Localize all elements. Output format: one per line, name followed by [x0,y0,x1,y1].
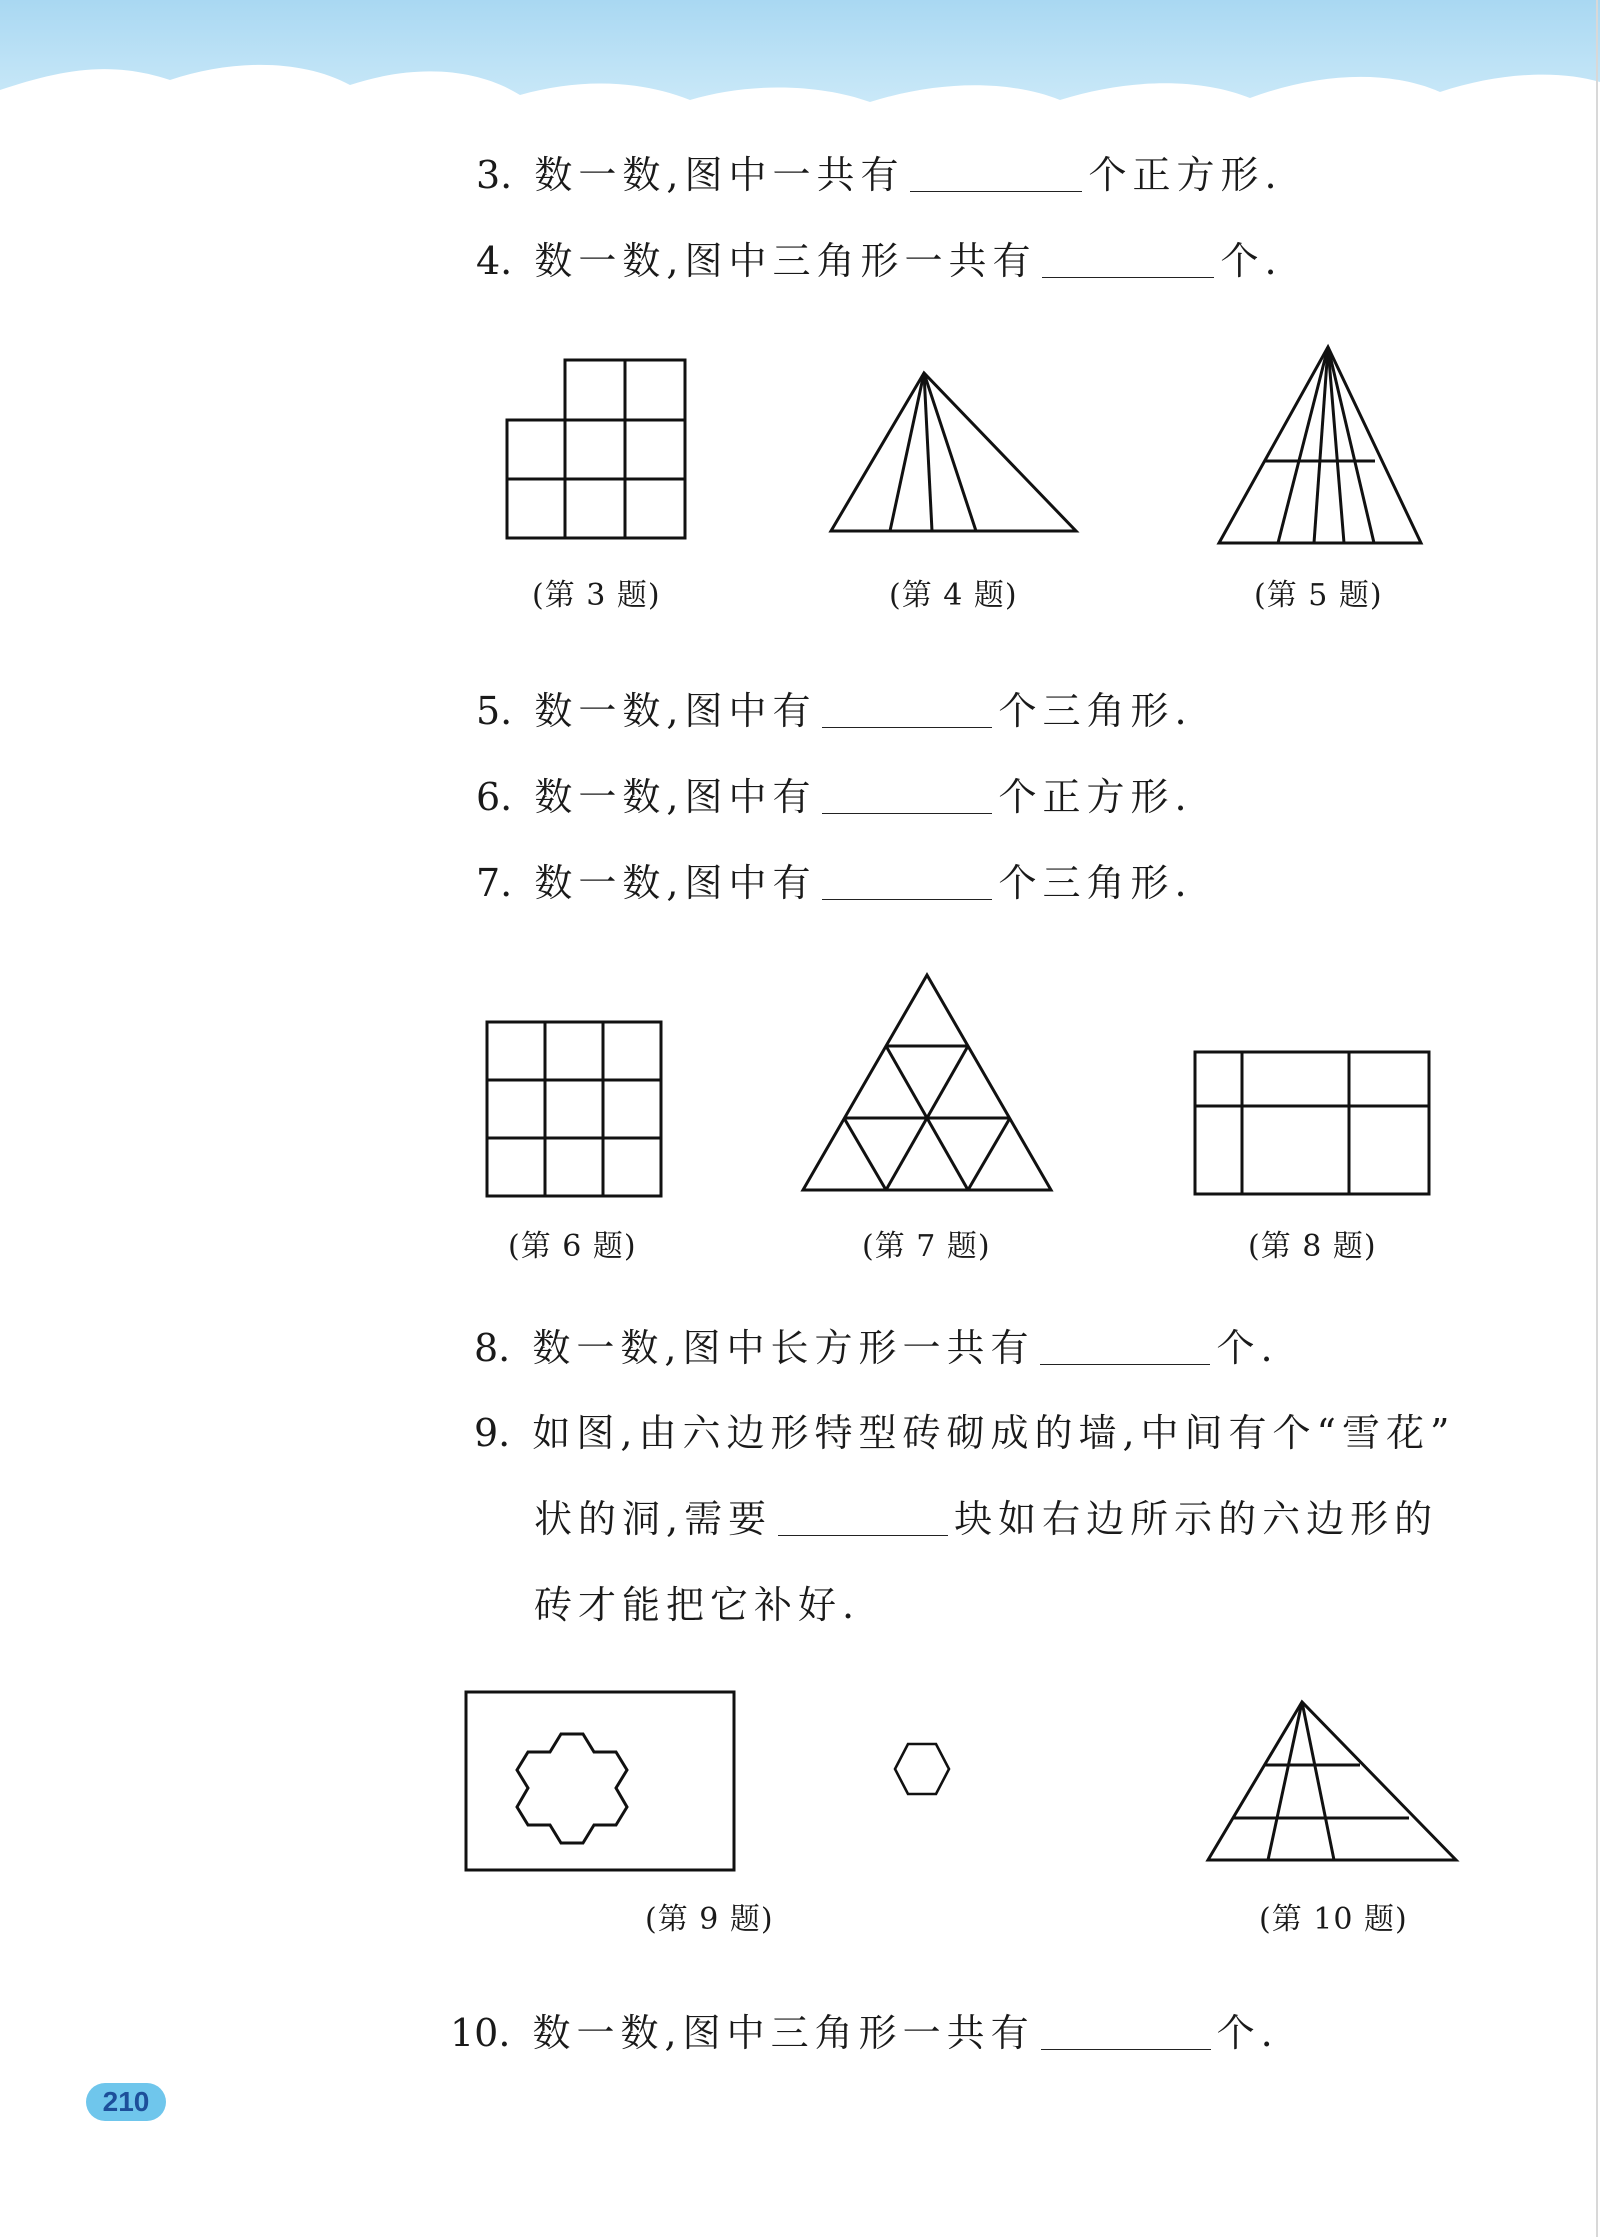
question-10 [450,2011,1279,2055]
question-number: 6. [476,775,513,819]
question-number: 10. [450,2011,511,2055]
question-text: 数一数,图中一共有 [534,153,905,197]
question-text-end: 个正方形. [998,775,1193,819]
question-9-line-2 [534,1497,1439,1541]
question-3 [476,153,1283,197]
question-text-end: 个三角形. [998,689,1193,733]
figure-6-3x3-grid [485,1020,663,1198]
answer-blank[interactable] [822,783,992,814]
answer-blank[interactable] [822,697,992,728]
question-text: 数一数,图中三角形一共有 [532,2011,1035,2055]
sky-cloud-header [0,0,1600,150]
question-text-end: 个. [1220,239,1283,283]
answer-blank[interactable] [1041,2019,1211,2050]
question-text: 数一数,图中有 [534,775,817,819]
question-number: 5. [476,689,513,733]
caption-8: (第 8 题) [1248,1229,1377,1264]
question-number: 9. [474,1411,511,1455]
figure-7-subdivided-triangle [801,973,1053,1192]
question-8 [474,1326,1279,1370]
figure-4-fan-triangle [828,370,1080,534]
question-6 [476,775,1193,819]
figure-3-square-grid [505,358,687,540]
figure-8-rectangles [1193,1050,1431,1196]
question-number: 4. [476,239,513,283]
question-9-line-1 [474,1411,1456,1455]
caption-7: (第 7 题) [862,1229,991,1264]
answer-blank[interactable] [1040,1334,1210,1365]
page-edge-line [1596,0,1598,2237]
figure-5-fan-triangle [1216,344,1424,546]
caption-10: (第 10 题) [1259,1902,1408,1937]
question-text: 如图,由六边形特型砖砌成的墙,中间有个“雪花” [532,1411,1456,1455]
answer-blank[interactable] [778,1505,948,1536]
question-5 [476,689,1193,733]
question-text-end: 个. [1216,2011,1279,2055]
answer-blank[interactable] [910,161,1082,192]
question-number: 8. [474,1326,511,1370]
question-text-end: 个三角形. [998,861,1193,905]
question-4 [476,239,1283,283]
caption-3: (第 3 题) [532,578,661,613]
caption-5: (第 5 题) [1254,578,1383,613]
question-text: 状的洞,需要 [534,1497,773,1541]
hexagon-tile-icon [893,1742,951,1796]
question-text: 数一数,图中有 [534,689,817,733]
answer-blank[interactable] [1042,247,1214,278]
question-text: 数一数,图中有 [534,861,817,905]
caption-4: (第 4 题) [889,578,1018,613]
question-text: 砖才能把它补好. [534,1583,861,1627]
caption-6: (第 6 题) [508,1229,637,1264]
caption-9: (第 9 题) [645,1902,774,1937]
question-number: 3. [476,153,513,197]
page-number-badge: 210 [86,2083,166,2121]
question-text-end: 块如右边所示的六边形的 [954,1497,1439,1541]
question-number: 7. [476,861,513,905]
question-text: 数一数,图中三角形一共有 [534,239,1037,283]
question-text: 数一数,图中长方形一共有 [532,1326,1035,1370]
figure-9-hatched-wall [464,1690,736,1872]
figure-10-fan-triangle [1206,1700,1458,1862]
question-7 [476,861,1193,905]
question-text-end: 个正方形. [1088,153,1283,197]
question-9-line-3 [534,1583,861,1627]
answer-blank[interactable] [822,869,992,900]
question-text-end: 个. [1216,1326,1279,1370]
